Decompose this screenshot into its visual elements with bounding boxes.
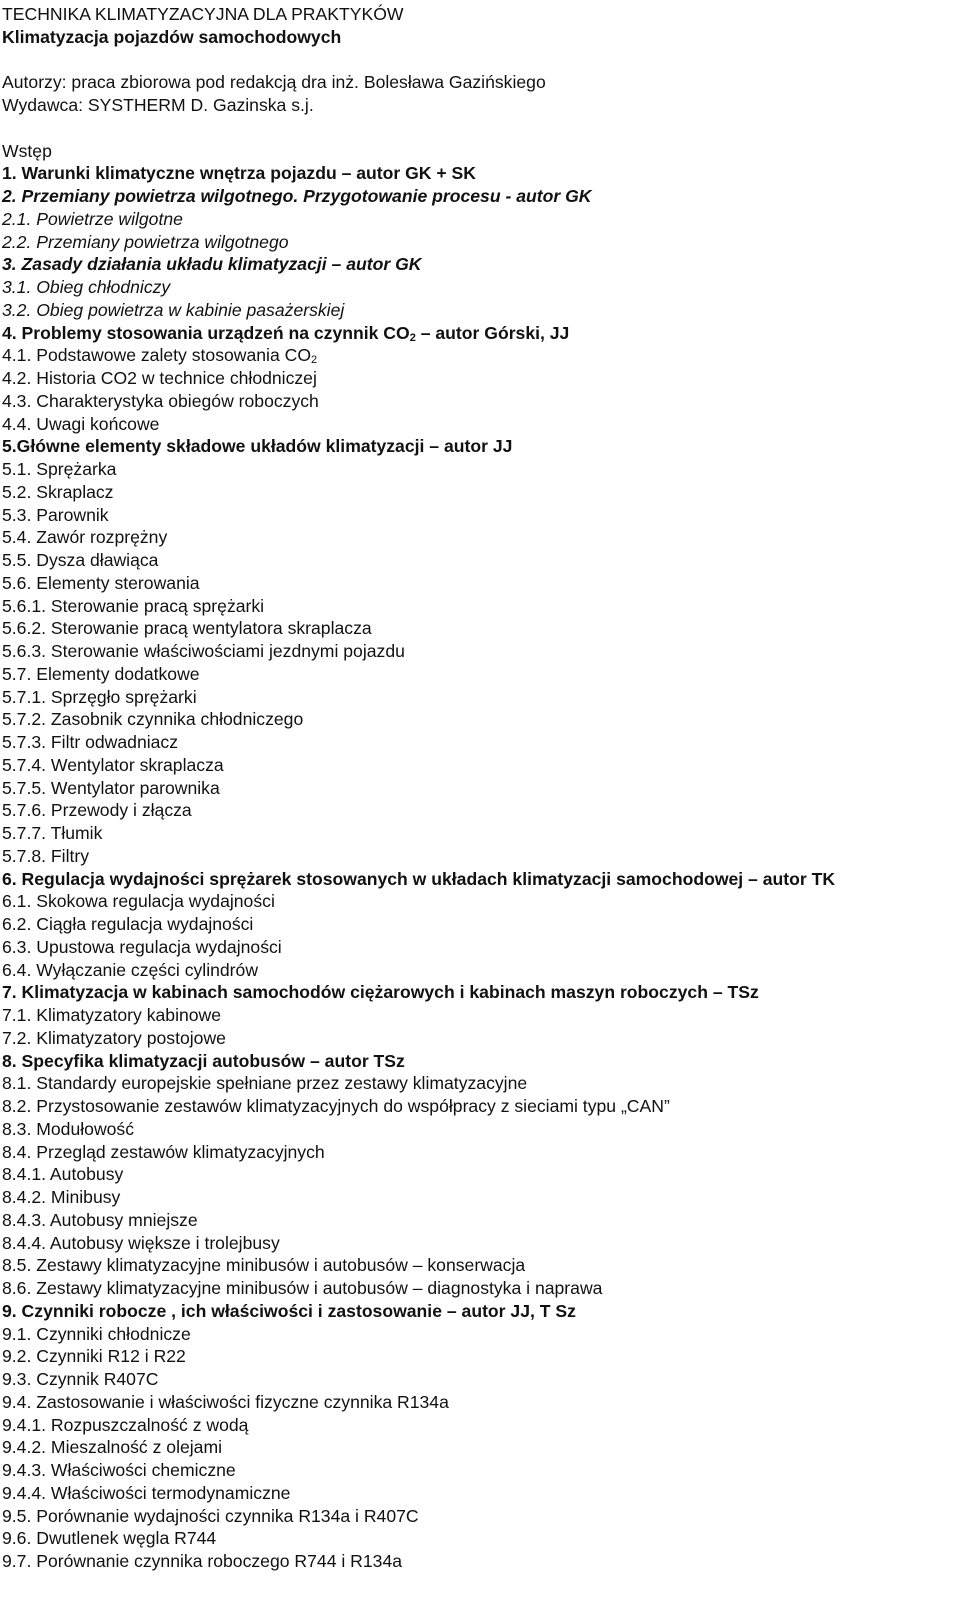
toc-section-2-2: 2.2. Przemiany powietrza wilgotnego bbox=[2, 231, 289, 252]
toc-section-5-3: 5.3. Parownik bbox=[2, 504, 109, 525]
toc-section-5-7-7: 5.7.7. Tłumik bbox=[2, 823, 103, 843]
toc-section-5-6-2: 5.6.2. Sterowanie pracą wentylatora skraplacza bbox=[2, 618, 372, 639]
toc-section-6-2: 6.2. Ciągła regulacja wydajności bbox=[2, 914, 254, 934]
toc-section-5-7-5: 5.7.5. Wentylator parownika bbox=[2, 777, 220, 798]
toc-section-5-7-1: 5.7.1. Sprzęgło sprężarki bbox=[2, 686, 197, 707]
toc-section-5-5: 5.5. Dysza dławiąca bbox=[2, 550, 159, 570]
toc-section-4-2: 4.2. Historia CO2 w technice chłodniczej bbox=[2, 368, 317, 388]
toc-section-2-1: 2.1. Powietrze wilgotne bbox=[2, 208, 183, 229]
toc-section-7-1: 7.1. Klimatyzatory kabinowe bbox=[2, 1005, 222, 1025]
toc-chapter-1: 1. Warunki klimatyczne wnętrza pojazdu – autor GK + SK bbox=[2, 163, 477, 184]
toc-section-8-6: 8.6. Zestawy klimatyzacyjne minibusów i autobusów – diagnostyka i naprawa bbox=[2, 1278, 603, 1298]
toc-chapter-7: 7. Klimatyzacja w kabinach samochodów ciężarowych i kabinach maszyn roboczych – TSz bbox=[2, 982, 759, 1003]
toc-section-3-2: 3.2. Obieg powietrza w kabinie pasażerskiej bbox=[2, 299, 345, 320]
authors-line: Autorzy: praca zbiorowa pod redakcją dra inż. Bolesława Gazińskiego bbox=[2, 72, 546, 93]
toc-section-4-1-subscript: 2 bbox=[311, 354, 318, 367]
toc-section-9-1: 9.1. Czynniki chłodnicze bbox=[2, 1323, 191, 1344]
series-title: TECHNIKA KLIMATYZACYJNA DLA PRAKTYKÓW bbox=[2, 4, 404, 24]
toc-intro: Wstęp bbox=[2, 140, 52, 161]
toc-section-8-4-1: 8.4.1. Autobusy bbox=[2, 1164, 124, 1185]
toc-section-5-7-4: 5.7.4. Wentylator skraplacza bbox=[2, 754, 224, 775]
toc-section-5-1: 5.1. Sprężarka bbox=[2, 459, 117, 479]
toc-section-8-4-2: 8.4.2. Minibusy bbox=[2, 1187, 121, 1207]
toc-section-5-6: 5.6. Elementy sterowania bbox=[2, 572, 200, 593]
toc-chapter-4-text: 4. Problemy stosowania urządzeń na czynnik CO bbox=[2, 322, 410, 343]
toc-section-4-4: 4.4. Uwagi końcowe bbox=[2, 413, 160, 434]
toc-section-5-7: 5.7. Elementy dodatkowe bbox=[2, 663, 200, 684]
spacer bbox=[2, 49, 957, 72]
toc-section-9-4-1: 9.4.1. Rozpuszczalność z wodą bbox=[2, 1414, 249, 1435]
toc-section-5-4: 5.4. Zawór rozprężny bbox=[2, 527, 168, 548]
toc-section-9-5: 9.5. Porównanie wydajności czynnika R134a i R407C bbox=[2, 1505, 419, 1526]
toc-chapter-4-author: – autor Górski, JJ bbox=[415, 322, 570, 343]
toc-section-9-2: 9.2. Czynniki R12 i R22 bbox=[2, 1346, 186, 1367]
toc-section-9-4-3: 9.4.3. Właściwości chemiczne bbox=[2, 1460, 236, 1480]
toc-section-5-6-3: 5.6.3. Sterowanie właściwościami jezdnymi pojazdu bbox=[2, 641, 405, 661]
toc-section-5-7-8: 5.7.8. Filtry bbox=[2, 845, 90, 866]
toc-section-7-2: 7.2. Klimatyzatory postojowe bbox=[2, 1027, 226, 1048]
toc-section-4-1-text: 4.1. Podstawowe zalety stosowania CO bbox=[2, 345, 312, 366]
toc-section-8-5: 8.5. Zestawy klimatyzacyjne minibusów i autobusów – konserwacja bbox=[2, 1255, 526, 1276]
toc-section-9-6: 9.6. Dwutlenek węgla R744 bbox=[2, 1528, 217, 1549]
book-title: Klimatyzacja pojazdów samochodowych bbox=[2, 26, 342, 47]
toc-section-4-1 bbox=[2, 344, 957, 367]
toc-section-5-7-2: 5.7.2. Zasobnik czynnika chłodniczego bbox=[2, 709, 304, 730]
toc-section-8-1: 8.1. Standardy europejskie spełniane przez zestawy klimatyzacyjne bbox=[2, 1073, 528, 1094]
toc-section-9-4-4: 9.4.4. Właściwości termodynamiczne bbox=[2, 1482, 291, 1503]
toc-section-9-4-2: 9.4.2. Mieszalność z olejami bbox=[2, 1437, 223, 1458]
toc-chapter-8: 8. Specyfika klimatyzacji autobusów – autor TSz bbox=[2, 1050, 405, 1071]
toc-chapter-4 bbox=[2, 322, 957, 345]
toc-section-9-3: 9.3. Czynnik R407C bbox=[2, 1369, 159, 1389]
toc-chapter-9: 9. Czynniki robocze , ich właściwości i zastosowanie – autor JJ, T Sz bbox=[2, 1300, 576, 1321]
toc-section-8-4-4: 8.4.4. Autobusy większe i trolejbusy bbox=[2, 1232, 280, 1253]
toc-section-5-7-6: 5.7.6. Przewody i złącza bbox=[2, 800, 192, 821]
toc-section-6-1: 6.1. Skokowa regulacja wydajności bbox=[2, 891, 275, 912]
toc-section-9-4: 9.4. Zastosowanie i właściwości fizyczne czynnika R134a bbox=[2, 1391, 449, 1412]
toc-section-4-3: 4.3. Charakterystyka obiegów roboczych bbox=[2, 390, 319, 411]
toc-chapter-5: 5.Główne elementy składowe układów klimatyzacji – autor JJ bbox=[2, 436, 513, 457]
toc-section-5-2: 5.2. Skraplacz bbox=[2, 481, 114, 502]
toc-section-8-3: 8.3. Modułowość bbox=[2, 1118, 135, 1139]
toc-section-6-3: 6.3. Upustowa regulacja wydajności bbox=[2, 936, 282, 957]
toc-section-8-4: 8.4. Przegląd zestawów klimatyzacyjnych bbox=[2, 1141, 325, 1162]
toc-chapter-6: 6. Regulacja wydajności sprężarek stosowanych w układach klimatyzacji samochodowej – autor TK bbox=[2, 868, 836, 889]
toc-chapter-4-subscript: 2 bbox=[409, 331, 416, 344]
toc-section-9-7: 9.7. Porównanie czynnika roboczego R744 i R134a bbox=[2, 1551, 403, 1571]
toc-section-3-1: 3.1. Obieg chłodniczy bbox=[2, 277, 171, 297]
spacer bbox=[2, 117, 957, 140]
toc-section-8-4-3: 8.4.3. Autobusy mniejsze bbox=[2, 1209, 198, 1230]
toc-section-5-7-3: 5.7.3. Filtr odwadniacz bbox=[2, 732, 179, 752]
document-page bbox=[2, 3, 957, 1573]
publisher-line: Wydawca: SYSTHERM D. Gazinska s.j. bbox=[2, 95, 314, 115]
toc-chapter-3: 3. Zasady działania układu klimatyzacji – autor GK bbox=[2, 254, 422, 275]
toc-chapter-2: 2. Przemiany powietrza wilgotnego. Przygotowanie procesu - autor GK bbox=[2, 186, 592, 206]
toc-section-8-2: 8.2. Przystosowanie zestawów klimatyzacyjnych do współpracy z sieciami typu „CAN” bbox=[2, 1096, 670, 1116]
toc-section-6-4: 6.4. Wyłączanie części cylindrów bbox=[2, 959, 259, 980]
toc-section-5-6-1: 5.6.1. Sterowanie pracą sprężarki bbox=[2, 595, 265, 616]
